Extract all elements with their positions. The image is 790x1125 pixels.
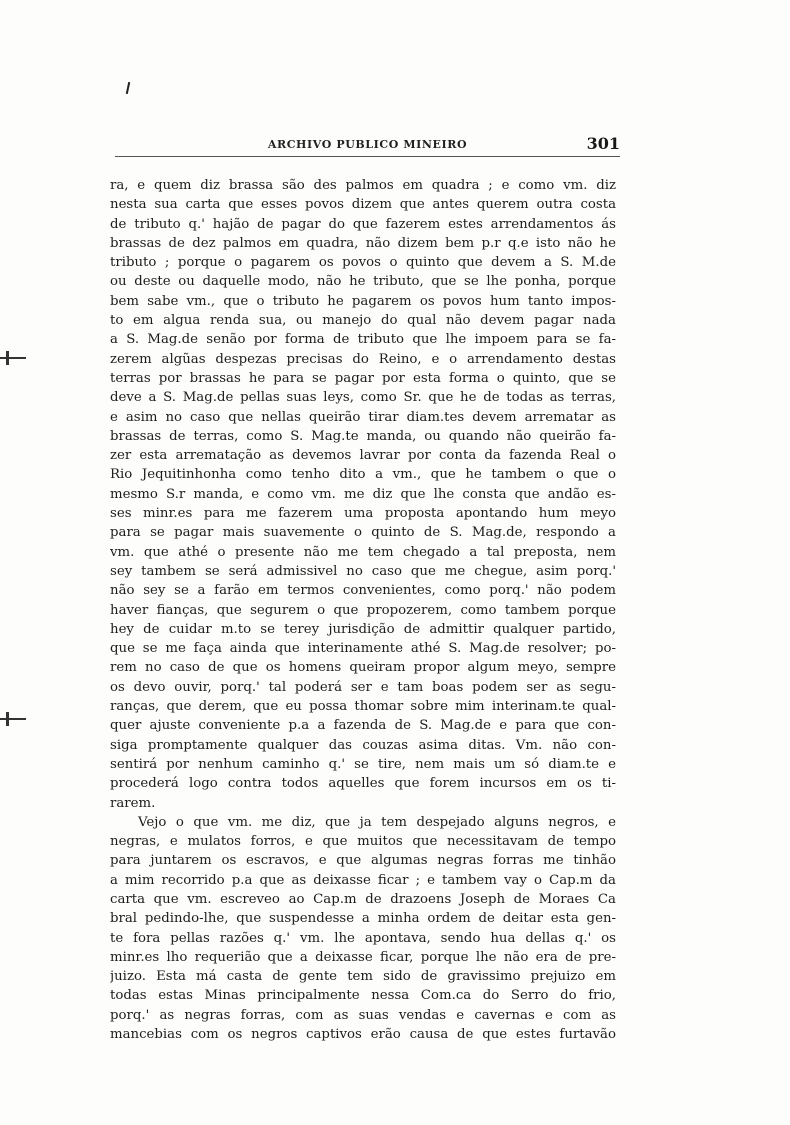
margin-pin-mark — [0, 357, 26, 359]
margin-pin-mark — [0, 718, 26, 720]
text-line: ses minr.es para me fazerem uma proposta apontando hum meyo — [110, 506, 616, 522]
text-line: não sey se a farão em termos convenientes, como porq.' não podem — [110, 583, 616, 599]
text-line: nesta sua carta que esses povos dizem que antes querem outra costa — [110, 197, 616, 213]
paragraph-start-line: Vejo o que vm. me diz, que ja tem despejado alguns negros, e — [138, 814, 616, 830]
text-line: siga promptamente qualquer das couzas asima ditas. Vm. não con- — [110, 737, 616, 753]
text-line: ra, e quem diz brassa são des palmos em quadra ; e como vm. diz — [110, 178, 616, 193]
text-line: para se pagar mais suavemente o quinto de S. Mag.de, respondo a — [110, 525, 616, 541]
text-line: que se me faça ainda que interinamente athé S. Mag.de resolver; po- — [110, 641, 616, 657]
text-line: Rio Jequitinhonha como tenho dito a vm., que he tambem o que o — [110, 467, 616, 483]
text-line: carta que vm. escreveo ao Cap.m de drazoens Joseph de Moraes Ca — [110, 891, 616, 907]
text-line: os devo ouvir, porq.' tal poderá ser e tam boas podem ser as segu- — [110, 679, 616, 695]
text-line: terras por brassas he para se pagar por esta forma o quinto, que se — [110, 370, 616, 386]
paragraph-end-line: rarem. — [110, 795, 156, 811]
text-line: procederá logo contra todos aquelles que forem incursos em os ti- — [110, 776, 616, 792]
text-line: a mim recorrido p.a que as deixasse ficar ; e tambem vay o Cap.m da — [110, 872, 616, 888]
text-line: vm. que athé o presente não me tem chegado a tal preposta, nem — [110, 544, 616, 560]
text-line: tributo ; porque o pagarem os povos o quinto que devem a S. M.de — [110, 255, 616, 271]
text-line: porq.' as negras forras, com as suas vendas e cavernas e com as — [110, 1007, 616, 1023]
text-line: ranças, que derem, que eu possa thomar sobre mim interinam.te qual- — [110, 699, 616, 715]
text-line: haver fianças, que segurem o que propozerem, como tambem porque — [110, 602, 616, 618]
text-line: brassas de terras, como S. Mag.te manda, ou quando não queirão fa- — [110, 428, 616, 444]
text-line: bem sabe vm., que o tributo he pagarem os povos hum tanto impos- — [110, 293, 616, 309]
text-line: negras, e mulatos forros, e que muitos que necessitavam de tempo — [110, 834, 616, 850]
text-line: zerem algũas despezas precisas do Reino, e o arrendamento destas — [110, 351, 616, 367]
text-line: mesmo S.r manda, e como vm. me diz que lhe consta que andão es- — [110, 486, 616, 502]
text-line: para juntarem os escravos, e que algumas negras forras me tinhão — [110, 853, 616, 869]
running-head: ARCHIVO PUBLICO MINEIRO — [267, 138, 468, 151]
text-line: to em algua renda sua, ou manejo do qual não devem pagar nada — [110, 313, 616, 329]
text-line: te fora pellas razões q.' vm. lhe apontava, sendo hua dellas q.' os — [110, 930, 616, 946]
text-line: sey tambem se será admissivel no caso que me chegue, asim porq.' — [110, 563, 616, 579]
text-line: a S. Mag.de senão por forma de tributo que lhe impoem para se fa- — [110, 332, 616, 348]
text-line: rem no caso de que os homens queiram propor algum meyo, sempre — [110, 660, 616, 676]
text-line: e asim no caso que nellas queirão tirar diam.tes devem arrematar as — [110, 409, 616, 425]
text-line: bral pedindo-lhe, que suspendesse a minha ordem de deitar esta gen- — [110, 911, 616, 927]
text-line: deve a S. Mag.de pellas suas leys, como Sr. que he de todas as terras, — [110, 390, 616, 406]
body-text — [110, 176, 616, 1044]
text-line: quer ajuste conveniente p.a a fazenda de S. Mag.de e para que con- — [110, 718, 616, 734]
text-line: hey de cuidar m.to se terey jurisdição de admittir qualquer partido, — [110, 621, 616, 637]
text-line: mancebias com os negros captivos erão causa de que estes furtavão — [110, 1027, 616, 1043]
text-line: sentirá por nenhum caminho q.' se tire, nem mais um só diam.te e — [110, 756, 616, 772]
text-line: todas estas Minas principalmente nessa Com.ca do Serro do frio, — [110, 988, 616, 1004]
text-line: juizo. Esta má casta de gente tem sido de gravissimo prejuizo em — [110, 969, 616, 985]
header-rule — [115, 156, 620, 157]
text-line: ou deste ou daquelle modo, não he tributo, que se lhe ponha, porque — [110, 274, 616, 290]
text-line: minr.es lho requerião que a deixasse ficar, porque lhe não era de pre- — [110, 949, 616, 965]
page-number: 301 — [586, 134, 620, 153]
text-line: zer esta arrematação as devemos lavrar por conta da fazenda Real o — [110, 448, 616, 464]
stray-ink-mark — [126, 82, 130, 94]
text-line: brassas de dez palmos em quadra, não dizem bem p.r q.e isto não he — [110, 235, 616, 251]
text-line: de tributo q.' hajão de pagar do que fazerem estes arrendamentos ás — [110, 216, 616, 232]
